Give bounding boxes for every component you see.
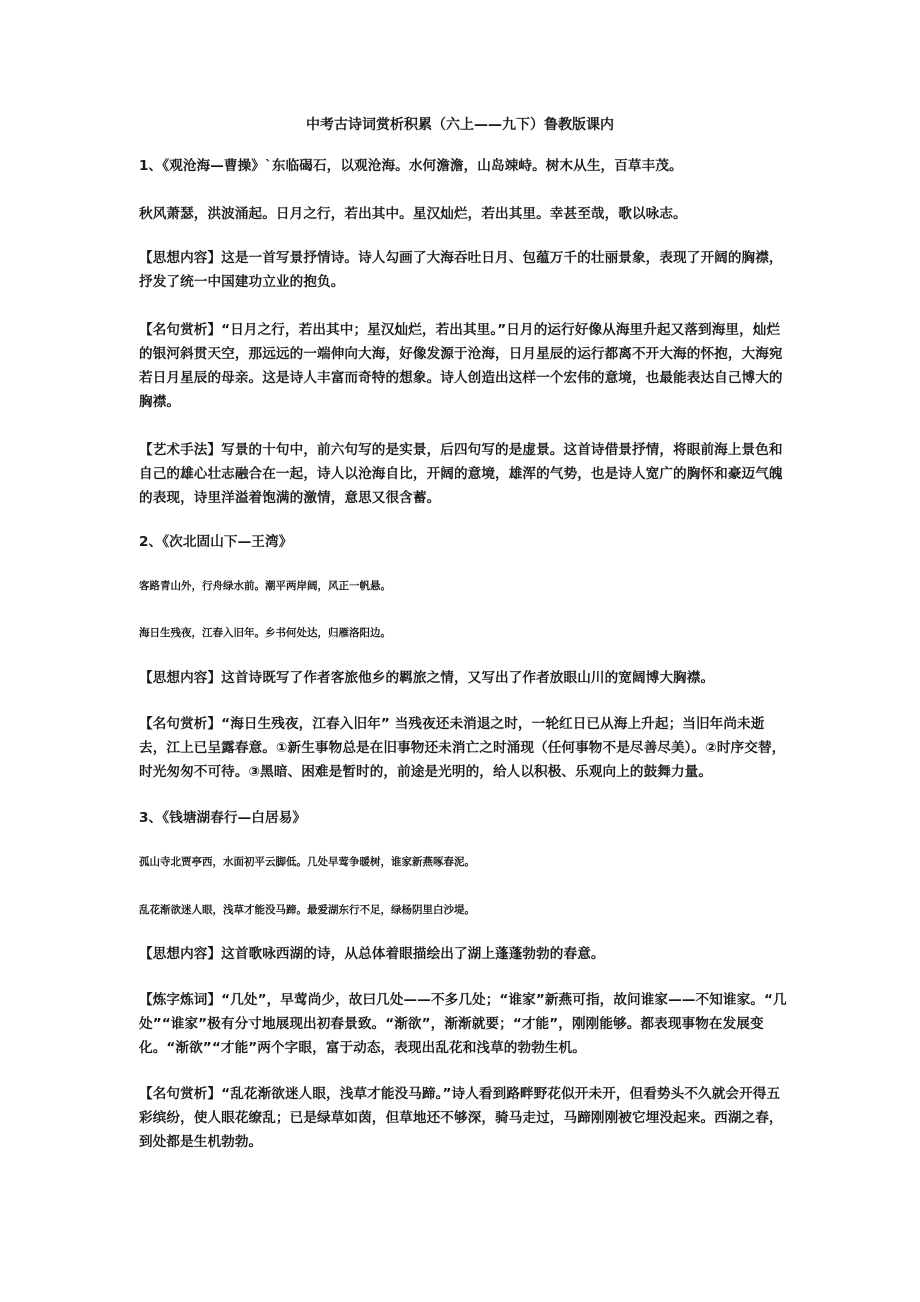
- poem1-famous-lines: 【名句赏析】“日月之行，若出其中；星汉灿烂，若出其里。”日月的运行好像从海里升起又落到海里，灿烂的银河斜贯天空，那远远的一端伸向大海，好像发源于沧海，日月星辰的运行都离不开大海的怀抱，大海宛若日月星辰的母亲。这是诗人丰富而奇特的想象。诗人创造出这样一个宏伟的意境，也最能表达自己博大的胸襟。: [139, 322, 783, 410]
- poem3-word-choice: 【炼字炼词】“几处”，早莺尚少，故曰几处——不多几处；“谁家”新燕可指，故问谁家——不知谁家。“几处”“谁家”极有分寸地展现出初春景致。“渐欲”，渐渐就要；“才能”，刚刚能够。都表现事物在发展变化。“渐欲”“才能”两个字眼，富于动态，表现出乱花和浅草的勃勃生机。: [139, 992, 787, 1056]
- poem1-text: 秋风萧瑟，洪波涌起。日月之行，若出其中。星汉灿烂，若出其里。幸甚至哉，歌以咏志。: [139, 206, 687, 222]
- document-title: 中考古诗词赏析积累（六上——九下）鲁教版课内: [306, 117, 614, 133]
- poem1-technique: 【艺术手法】写景的十句中，前六句写的是实景，后四句写的是虚景。这首诗借景抒情，将眼前海上景色和自己的雄心壮志融合在一起，诗人以沧海自比，开阔的意境，雄浑的气势，也是诗人宽广的胸怀和豪迈气魄的表现，诗里洋溢着饱满的激情，意思又很含蓄。: [139, 442, 783, 506]
- poem3-line-1: 孤山寺北贾亭西，水面初平云脚低。几处早莺争暖树，谁家新燕啄春泥。: [139, 856, 475, 868]
- poem1-heading: 1、《观沧海—曹操》`东临碣石，以观沧海。水何澹澹，山岛竦峙。树木从生，百草丰茂。: [139, 158, 683, 174]
- poem3-line-2: 乱花渐欲迷人眼，浅草才能没马蹄。最爱湖东行不足，绿杨阴里白沙堤。: [139, 904, 475, 916]
- poem3-famous-lines: 【名句赏析】“乱花渐欲迷人眼，浅草才能没马蹄。”诗人看到路畔野花似开未开，但看势头不久就会开得五彩缤纷，使人眼花缭乱；已是绿草如茵，但草地还不够深，骑马走过，马蹄刚刚被它埋没起来。西湖之春，到处都是生机勃勃。: [139, 1086, 783, 1150]
- poem1-theme: 【思想内容】这是一首写景抒情诗。诗人勾画了大海吞吐日月、包蕴万千的壮丽景象，表现了开阔的胸襟，抒发了统一中国建功立业的抱负。: [139, 250, 783, 290]
- poem3-theme: 【思想内容】这首歌咏西湖的诗，从总体着眼描绘出了湖上蓬蓬勃勃的春意。: [139, 946, 605, 962]
- poem2-heading: 2、《次北固山下—王湾》: [139, 534, 293, 550]
- poem2-famous-lines: 【名句赏析】“海日生残夜，江春入旧年” 当残夜还未消退之时，一轮红日已从海上升起；当旧年尚未逝去，江上已呈露春意。①新生事物总是在旧事物还未消亡之时涌现（任何事物不是尽善尽美）。②时序交替，时光匆匆不可待。③黑暗、困难是暂时的，前途是光明的，给人以积极、乐观向上的鼓舞力量。: [139, 716, 786, 780]
- poem2-line-1: 客路青山外，行舟绿水前。潮平两岸阔，风正一帆悬。: [139, 580, 391, 592]
- poem2-theme: 【思想内容】这首诗既写了作者客旅他乡的羁旅之情，又写出了作者放眼山川的宽阔博大胸襟。: [139, 670, 715, 686]
- poem2-line-2: 海日生残夜，江春入旧年。乡书何处达，归雁洛阳边。: [139, 627, 391, 639]
- poem3-heading: 3、《钱塘湖春行—白居易》: [139, 810, 307, 826]
